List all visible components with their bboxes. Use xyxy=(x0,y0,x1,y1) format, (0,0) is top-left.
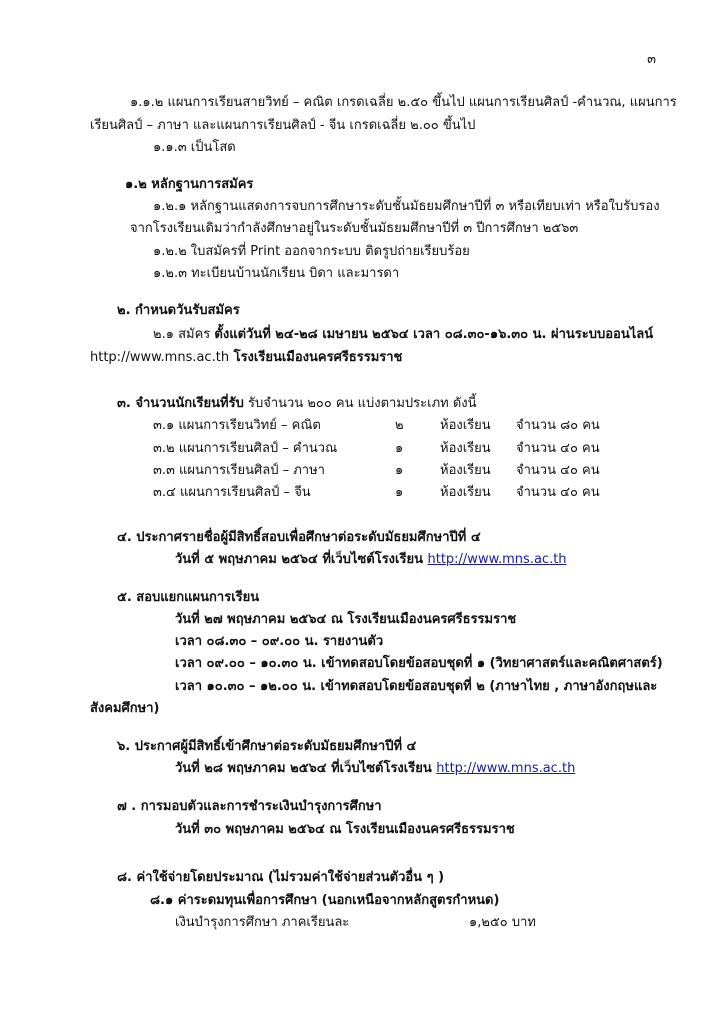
section-4-date xyxy=(175,551,567,569)
section-4-date-text: วันที่ ๕ พฤษภาคม ๒๕๖๔ ที่เว็บไซต์โรงเรียน xyxy=(175,552,428,567)
page-number: ๓ xyxy=(647,52,656,67)
section-6-heading: ๖. ประกาศผู้มีสิทธิ์เข้าศึกษาต่อระดับมัธยมศึกษาปีที่ ๔ xyxy=(117,739,417,754)
section-6-date xyxy=(175,760,575,778)
item-1-2-2: ๑.๒.๒ ใบสมัครที่ Print ออกจากระบบ ติดรูปถ่ายเรียบร้อย xyxy=(153,244,470,259)
plan-name: ๓.๔ แผนการเรียนศิลป์ – จีน xyxy=(153,485,311,500)
item-1-2-1-line-2: จากโรงเรียนเดิมว่ากำลังศึกษาอยู่ในระดับชั้นมัธยมศึกษาปีที่ ๓ ปีการศึกษา ๒๕๖๓ xyxy=(130,221,579,236)
plan-rooms: ๒ xyxy=(395,418,404,433)
plan-name: ๓.๓ แผนการเรียนศิลป์ – ภาษา xyxy=(153,463,325,478)
section-6-date-text: วันที่ ๒๘ พฤษภาคม ๒๕๖๔ ที่เว็บไซต์โรงเรียน xyxy=(175,761,437,776)
plan-room-word: ห้องเรียน xyxy=(440,441,491,456)
plan-count: จำนวน ๔๐ คน xyxy=(516,441,600,456)
item-2-1-dates: ตั้งแต่วันที่ ๒๔-๒๘ เมษายน ๒๕๖๔ เวลา ๐๘.๓๐-๑๖.๓๐ น. ผ่านระบบออนไลน์ xyxy=(214,327,654,342)
plan-count: จำนวน ๘๐ คน xyxy=(516,418,600,433)
item-1-2-1-line-1: ๑.๒.๑ หลักฐานแสดงการจบการศึกษาระดับชั้นมัธยมศึกษาปีที่ ๓ หรือเทียบเท่า หรือใบรับรอง xyxy=(153,199,660,214)
plan-rooms: ๑ xyxy=(395,441,404,456)
section-5-time-3-cont: สังคมศึกษา) xyxy=(90,701,160,716)
section-8-1: ๘.๑ ค่าระดมทุนเพื่อการศึกษา (นอกเหนือจากหลักสูตรกำหนด) xyxy=(150,893,500,908)
section-7-heading: ๗ . การมอบตัวและการชำระเงินบำรุงการศึกษา xyxy=(117,799,382,814)
announcement-link[interactable]: http://www.mns.ac.th xyxy=(427,552,567,567)
section-5-time-2: เวลา ๐๙.๐๐ – ๑๐.๓๐ น. เข้าทดสอบโดยข้อสอบชุดที่ ๑ (วิทยาศาสตร์และคณิตศาสตร์) xyxy=(175,656,663,671)
plan-room-word: ห้องเรียน xyxy=(440,418,491,433)
plan-count: จำนวน ๔๐ คน xyxy=(516,463,600,478)
plan-room-word: ห้องเรียน xyxy=(440,485,491,500)
item-2-1 xyxy=(153,326,653,344)
plan-count: จำนวน ๔๐ คน xyxy=(516,485,600,500)
item-1-2-3: ๑.๒.๓ ทะเบียนบ้านนักเรียน บิดา และมารดา xyxy=(153,266,400,281)
section-5-heading: ๕. สอบแยกแผนการเรียน xyxy=(117,590,260,605)
plan-rooms: ๑ xyxy=(395,463,404,478)
plan-name: ๓.๒ แผนการเรียนศิลป์ – คำนวณ xyxy=(153,441,338,456)
section-5-date: วันที่ ๒๗ พฤษภาคม ๒๕๖๔ ณ โรงเรียนเมืองนครศรีธรรมราช xyxy=(175,612,517,627)
section-2-heading: ๒. กำหนดวันรับสมัคร xyxy=(117,303,240,318)
section-3-desc: รับจำนวน ๒๐๐ คน แบ่งตามประเภท ดังนี้ xyxy=(243,396,477,411)
section-5-time-1: เวลา ๐๘.๓๐ – ๐๙.๐๐ น. รายงานตัว xyxy=(175,634,384,649)
results-link[interactable]: http://www.mns.ac.th xyxy=(436,761,576,776)
section-8-heading: ๘. ค่าใช้จ่ายโดยประมาณ (ไม่รวมค่าใช้จ่ายส่วนตัวอื่น ๆ ) xyxy=(117,870,445,885)
plan-rooms: ๑ xyxy=(395,485,404,500)
section-1-2-heading: ๑.๒ หลักฐานการสมัคร xyxy=(125,177,254,192)
fee-label: เงินบำรุงการศึกษา ภาคเรียนละ xyxy=(175,915,350,930)
plan-name: ๓.๑ แผนการเรียนวิทย์ – คณิต xyxy=(153,418,321,433)
school-name: โรงเรียนเมืองนครศรีธรรมราช xyxy=(229,350,403,365)
item-1-1-2-line-2: เรียนศิลป์ – ภาษา และแผนการเรียนศิลป์ - จีน เกรดเฉลี่ย ๒.๐๐ ขึ้นไป xyxy=(90,118,476,133)
item-1-1-2-line-1: ๑.๑.๒ แผนการเรียนสายวิทย์ – คณิต เกรดเฉลี่ย ๒.๕๐ ขึ้นไป แผนการเรียนศิลป์ -คำนวณ, แผนการ xyxy=(130,95,677,110)
section-4-heading: ๔. ประกาศรายชื่อผู้มีสิทธิ์สอบเพื่อศึกษาต่อระดับมัธยมศึกษาปีที่ ๔ xyxy=(117,530,481,545)
section-3-title: ๓. จำนวนนักเรียนที่รับ xyxy=(117,396,244,411)
fee-amount: ๑,๒๕๐ บาท xyxy=(469,915,536,930)
item-2-1-cont xyxy=(90,349,402,367)
section-7-date: วันที่ ๓๐ พฤษภาคม ๒๕๖๔ ณ โรงเรียนเมืองนครศรีธรรมราช xyxy=(175,822,515,837)
plan-room-word: ห้องเรียน xyxy=(440,463,491,478)
item-1-1-3: ๑.๑.๓ เป็นโสด xyxy=(153,140,236,155)
school-website-link[interactable]: http://www.mns.ac.th xyxy=(90,350,230,365)
section-5-time-3: เวลา ๑๐.๓๐ – ๑๒.๐๐ น. เข้าทดสอบโดยข้อสอบชุดที่ ๒ (ภาษาไทย , ภาษาอังกฤษและ xyxy=(175,679,658,694)
section-3-heading xyxy=(117,395,477,413)
item-2-1-prefix: ๒.๑ สมัคร xyxy=(153,327,215,342)
